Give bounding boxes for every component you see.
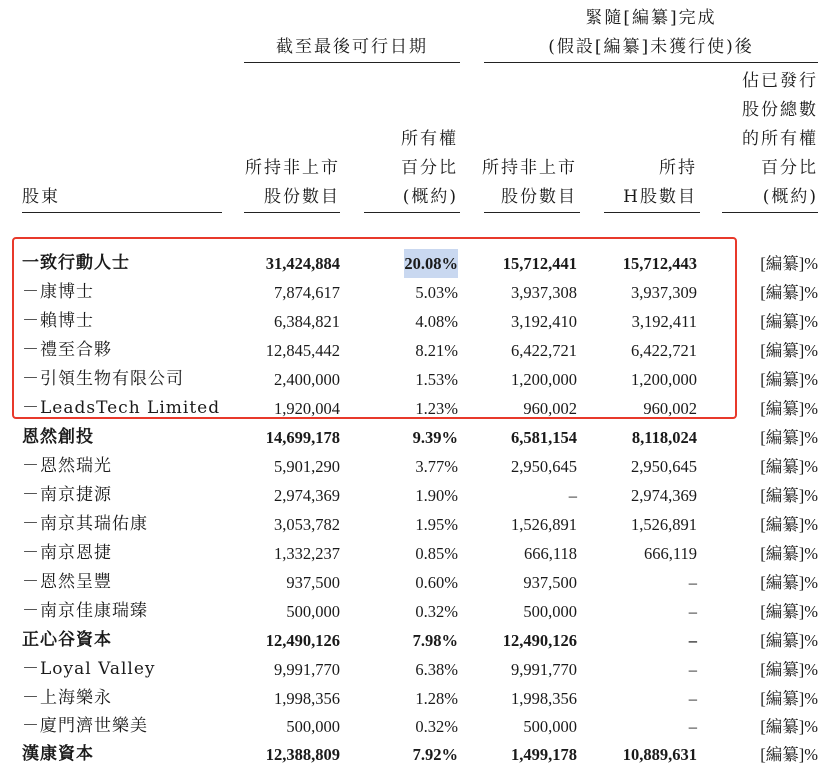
- shareholder-name: －南京捷源: [22, 485, 112, 505]
- ownership-pct-current: 1.28%: [415, 689, 458, 708]
- ownership-pct-after: [編纂]%: [760, 689, 818, 708]
- ownership-pct-after: [編纂]%: [760, 660, 818, 679]
- unlisted-shares-after: 9,991,770: [511, 660, 577, 679]
- highlight-box: [12, 237, 737, 419]
- unlisted-shares-current: 14,699,178: [265, 428, 340, 447]
- col2-header-l1: 所有權: [401, 129, 458, 149]
- group2-header-line1: 緊隨[編纂]完成: [585, 8, 717, 28]
- table-row: [0, 568, 834, 597]
- unlisted-shares-current: 5,901,290: [274, 457, 340, 476]
- ownership-pct-current: 7.98%: [412, 631, 458, 650]
- table-row: [0, 539, 834, 568]
- unlisted-shares-after: –: [568, 486, 577, 505]
- ownership-pct-after: [編纂]%: [760, 370, 818, 389]
- shareholder-header: 股東: [22, 187, 60, 207]
- col1-header-l1: 所持非上市: [245, 158, 340, 178]
- shareholder-name: －引領生物有限公司: [22, 369, 184, 389]
- ownership-pct-after: [編纂]%: [760, 283, 818, 302]
- ownership-pct-after: [編纂]%: [760, 745, 818, 764]
- unlisted-shares-current: 12,388,809: [265, 745, 340, 764]
- h-shares-after: 15,712,443: [622, 254, 697, 273]
- h-shares-after: –: [688, 660, 697, 679]
- table-row: [0, 712, 834, 741]
- unlisted-shares-after: 1,499,178: [511, 745, 577, 764]
- ownership-pct-current: 1.23%: [415, 399, 458, 418]
- ownership-pct-current: 0.32%: [415, 602, 458, 621]
- h-shares-after: 1,526,891: [631, 515, 697, 534]
- unlisted-shares-after: 6,581,154: [511, 428, 577, 447]
- ownership-pct-current: 6.38%: [415, 660, 458, 679]
- unlisted-shares-current: 9,991,770: [274, 660, 340, 679]
- h-shares-after: 2,974,369: [631, 486, 697, 505]
- unlisted-shares-current: 500,000: [286, 602, 340, 621]
- col5-header-l1: 佔已發行: [742, 71, 818, 91]
- unlisted-shares-after: 960,002: [523, 399, 577, 418]
- col5-header-l5: (概約): [762, 187, 818, 207]
- ownership-pct-after: [編纂]%: [760, 341, 818, 360]
- h-shares-after: 3,937,309: [631, 283, 697, 302]
- ownership-pct-after: [編纂]%: [760, 457, 818, 476]
- unlisted-shares-after: 3,937,308: [511, 283, 577, 302]
- ownership-pct-current: 1.90%: [415, 486, 458, 505]
- unlisted-shares-current: 2,400,000: [274, 370, 340, 389]
- unlisted-shares-current: 7,874,617: [274, 283, 340, 302]
- unlisted-shares-after: 937,500: [523, 573, 577, 592]
- h-shares-after: 8,118,024: [631, 428, 697, 447]
- ownership-pct-current: 0.32%: [415, 717, 458, 736]
- header-rule-col3: [484, 212, 580, 213]
- unlisted-shares-after: 666,118: [523, 544, 577, 563]
- col5-header-l4: 百分比: [761, 158, 818, 178]
- unlisted-shares-current: 12,845,442: [265, 341, 340, 360]
- h-shares-after: 1,200,000: [631, 370, 697, 389]
- col4-header-l1: 所持: [659, 158, 697, 178]
- unlisted-shares-after: 500,000: [523, 717, 577, 736]
- h-shares-after: 2,950,645: [631, 457, 697, 476]
- unlisted-shares-current: 2,974,369: [274, 486, 340, 505]
- unlisted-shares-after: 12,490,126: [502, 631, 577, 650]
- ownership-pct-after: [編纂]%: [760, 515, 818, 534]
- unlisted-shares-current: 500,000: [286, 717, 340, 736]
- table-row: [0, 655, 834, 684]
- header-rule-shareholder: [22, 212, 222, 213]
- ownership-pct-after: [編纂]%: [760, 544, 818, 563]
- h-shares-after: –: [688, 689, 697, 708]
- shareholder-name: －南京恩捷: [22, 543, 112, 563]
- group2-header-line2: (假設[編纂]未獲行使)後: [548, 37, 754, 57]
- ownership-pct-current: 1.53%: [415, 370, 458, 389]
- unlisted-shares-after: 15,712,441: [502, 254, 577, 273]
- shareholder-name: －Loyal Valley: [22, 659, 156, 679]
- col3-header-l2: 股份數目: [501, 187, 577, 207]
- ownership-pct-after: [編纂]%: [760, 631, 818, 650]
- unlisted-shares-current: 1,998,356: [274, 689, 340, 708]
- ownership-pct-current: 8.21%: [415, 341, 458, 360]
- unlisted-shares-current: 1,920,004: [274, 399, 340, 418]
- group2-rule: [484, 62, 818, 63]
- unlisted-shares-current: 6,384,821: [274, 312, 340, 331]
- h-shares-after: –: [688, 631, 697, 650]
- col3-header-l1: 所持非上市: [482, 158, 577, 178]
- h-shares-after: –: [688, 602, 697, 621]
- header-rule-col5: [722, 212, 818, 213]
- h-shares-after: –: [688, 717, 697, 736]
- group1-header: 截至最後可行日期: [276, 37, 428, 57]
- unlisted-shares-current: 31,424,884: [265, 254, 340, 273]
- shareholder-name: 漢康資本: [22, 744, 94, 764]
- h-shares-after: 666,119: [643, 544, 697, 563]
- col5-header-l2: 股份總數: [742, 100, 818, 120]
- ownership-pct-current: 5.03%: [415, 283, 458, 302]
- ownership-pct-current: 3.77%: [415, 457, 458, 476]
- group1-rule: [244, 62, 460, 63]
- h-shares-after: 6,422,721: [631, 341, 697, 360]
- unlisted-shares-after: 2,950,645: [511, 457, 577, 476]
- col1-header-l2: 股份數目: [264, 187, 340, 207]
- unlisted-shares-after: 500,000: [523, 602, 577, 621]
- ownership-pct-after: [編纂]%: [760, 573, 818, 592]
- ownership-pct-current: 1.95%: [415, 515, 458, 534]
- h-shares-after: 960,002: [643, 399, 697, 418]
- shareholder-name: －LeadsTech Limited: [22, 398, 221, 418]
- unlisted-shares-after: 1,200,000: [511, 370, 577, 389]
- table-row: [0, 740, 834, 769]
- col5-header-l3: 的所有權: [742, 129, 818, 149]
- shareholder-name: －廈門濟世樂美: [22, 716, 148, 736]
- header-rule-col2: [364, 212, 460, 213]
- shareholder-name: 正心谷資本: [22, 630, 112, 650]
- unlisted-shares-current: 12,490,126: [265, 631, 340, 650]
- header-rule-col1: [244, 212, 340, 213]
- shareholder-name: －恩然呈豐: [22, 572, 112, 592]
- ownership-pct-after: [編纂]%: [760, 602, 818, 621]
- shareholder-name: －南京其瑞佑康: [22, 514, 148, 534]
- ownership-pct-after: [編纂]%: [760, 486, 818, 505]
- ownership-pct-after: [編纂]%: [760, 312, 818, 331]
- ownership-pct-current: 0.60%: [415, 573, 458, 592]
- table-row: [0, 423, 834, 452]
- col4-header-l2: H股數目: [623, 187, 697, 207]
- shareholder-name: －上海樂永: [22, 688, 112, 708]
- col2-header-l3: (概約): [402, 187, 458, 207]
- shareholder-name: －南京佳康瑞臻: [22, 601, 148, 621]
- shareholder-name: 一致行動人士: [22, 253, 130, 273]
- ownership-pct-current: 20.08%: [404, 249, 458, 278]
- h-shares-after: 3,192,411: [631, 312, 697, 331]
- unlisted-shares-current: 1,332,237: [274, 544, 340, 563]
- table-row: [0, 626, 834, 655]
- unlisted-shares-after: 6,422,721: [511, 341, 577, 360]
- ownership-pct-after: [編纂]%: [760, 428, 818, 447]
- table-row: [0, 684, 834, 713]
- table-row: [0, 510, 834, 539]
- table-row: [0, 481, 834, 510]
- unlisted-shares-after: 3,192,410: [511, 312, 577, 331]
- unlisted-shares-after: 1,998,356: [511, 689, 577, 708]
- h-shares-after: –: [688, 573, 697, 592]
- unlisted-shares-current: 937,500: [286, 573, 340, 592]
- h-shares-after: 10,889,631: [622, 745, 697, 764]
- ownership-pct-after: [編纂]%: [760, 399, 818, 418]
- shareholder-name: －賴博士: [22, 311, 94, 331]
- unlisted-shares-current: 3,053,782: [274, 515, 340, 534]
- ownership-pct-current: 4.08%: [415, 312, 458, 331]
- ownership-pct-after: [編纂]%: [760, 254, 818, 273]
- shareholder-name: －康博士: [22, 282, 94, 302]
- ownership-pct-current: 7.92%: [412, 745, 458, 764]
- ownership-pct-current: 0.85%: [415, 544, 458, 563]
- header-rule-col4: [604, 212, 700, 213]
- table-row: [0, 597, 834, 626]
- col2-header-l2: 百分比: [401, 158, 458, 178]
- ownership-pct-current: 9.39%: [412, 428, 458, 447]
- shareholder-name: －禮至合夥: [22, 340, 112, 360]
- ownership-pct-after: [編纂]%: [760, 717, 818, 736]
- unlisted-shares-after: 1,526,891: [511, 515, 577, 534]
- table-row: [0, 452, 834, 481]
- shareholder-name: 恩然創投: [22, 427, 94, 447]
- shareholder-name: －恩然瑞光: [22, 456, 112, 476]
